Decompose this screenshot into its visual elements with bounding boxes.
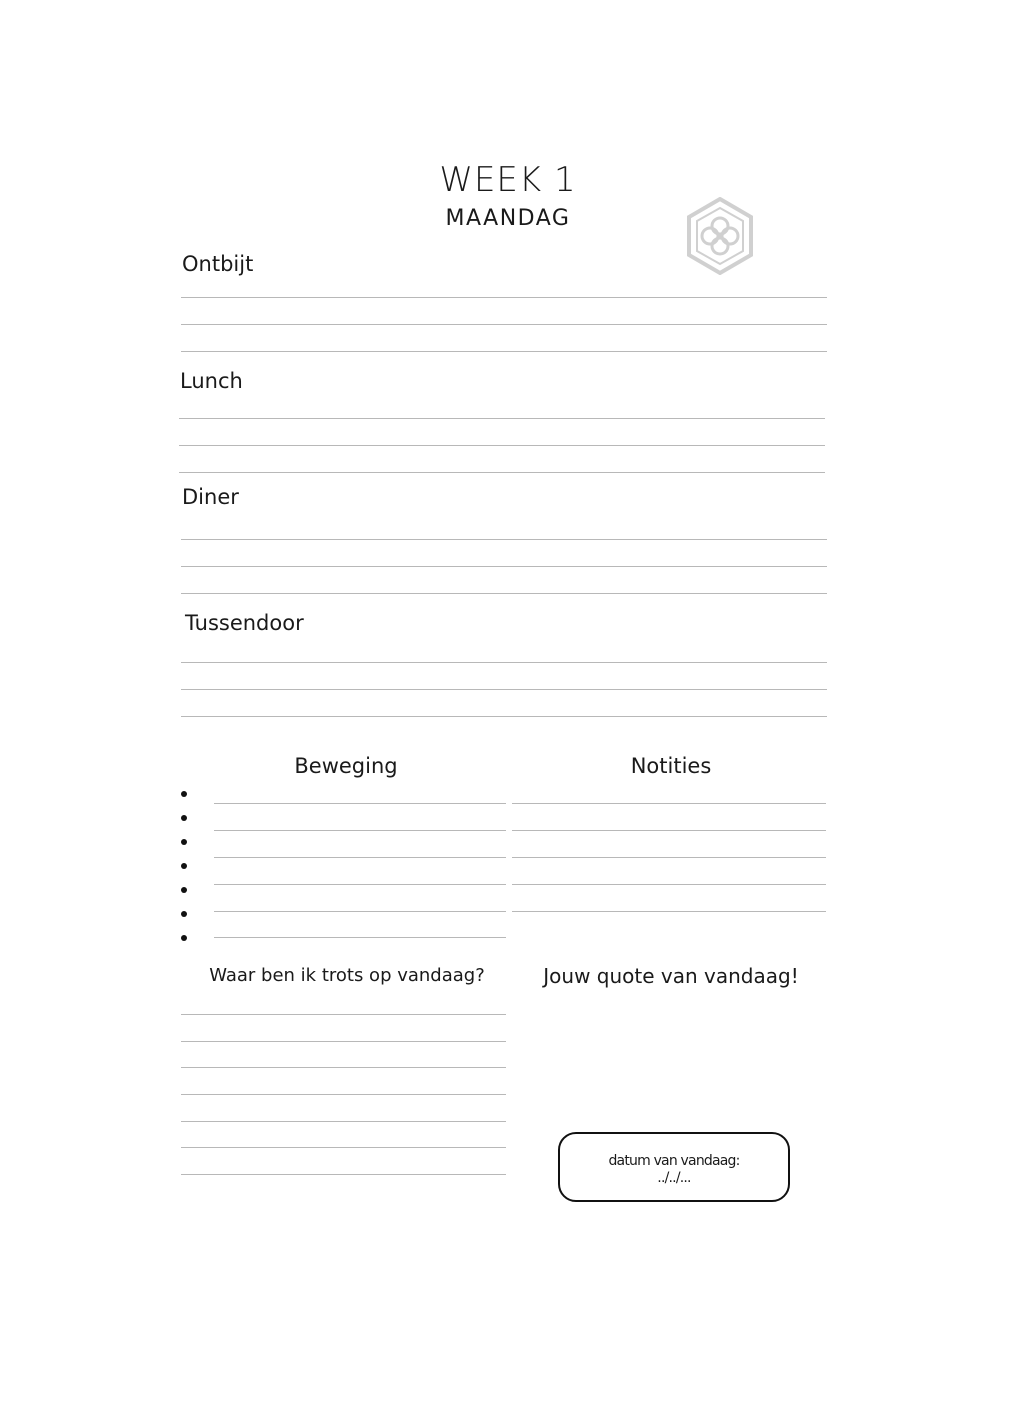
write-line[interactable] — [181, 297, 827, 298]
trots-line[interactable] — [181, 1041, 506, 1042]
trots-line[interactable] — [181, 1014, 506, 1015]
bullet-point — [181, 887, 187, 893]
trots-line[interactable] — [181, 1147, 506, 1148]
trots-line[interactable] — [181, 1121, 506, 1122]
bullet-point — [181, 935, 187, 941]
write-line[interactable] — [181, 351, 827, 352]
write-line[interactable] — [179, 418, 825, 419]
beweging-line[interactable] — [214, 911, 506, 912]
bullet-point — [181, 839, 187, 845]
trots-line[interactable] — [181, 1174, 506, 1175]
date-box[interactable] — [558, 1132, 790, 1202]
notities-line[interactable] — [512, 830, 826, 831]
write-line[interactable] — [181, 662, 827, 663]
write-line[interactable] — [181, 716, 827, 717]
trots-line[interactable] — [181, 1094, 506, 1095]
notities-line[interactable] — [512, 857, 826, 858]
notities-line[interactable] — [512, 884, 826, 885]
meal-label-diner: Diner — [182, 485, 239, 509]
date-placeholder: ../../... — [657, 1170, 691, 1186]
trots-heading: Waar ben ik trots op vandaag? — [209, 965, 485, 986]
write-line[interactable] — [179, 472, 825, 473]
beweging-line[interactable] — [214, 803, 506, 804]
quote-heading: Jouw quote van vandaag! — [543, 964, 799, 988]
bullet-point — [181, 791, 187, 797]
day-title: MAANDAG — [445, 206, 571, 231]
meal-label-ontbijt: Ontbijt — [182, 252, 254, 276]
meal-label-tussendoor: Tussendoor — [185, 611, 304, 635]
hexagon-flower-logo-icon — [686, 197, 754, 275]
notities-line[interactable] — [512, 803, 826, 804]
trots-line[interactable] — [181, 1067, 506, 1068]
notities-line[interactable] — [512, 911, 826, 912]
write-line[interactable] — [181, 566, 827, 567]
notities-heading: Notities — [630, 754, 712, 778]
beweging-line[interactable] — [214, 830, 506, 831]
bullet-point — [181, 911, 187, 917]
bullet-point — [181, 815, 187, 821]
page-title: WEEK 1 — [439, 160, 577, 200]
beweging-line[interactable] — [214, 937, 506, 938]
write-line[interactable] — [181, 593, 827, 594]
write-line[interactable] — [181, 689, 827, 690]
beweging-line[interactable] — [214, 857, 506, 858]
write-line[interactable] — [181, 539, 827, 540]
meal-label-lunch: Lunch — [180, 369, 243, 393]
write-line[interactable] — [181, 324, 827, 325]
beweging-line[interactable] — [214, 884, 506, 885]
bullet-point — [181, 863, 187, 869]
date-label: datum van vandaag: — [608, 1153, 740, 1169]
beweging-heading: Beweging — [294, 754, 398, 778]
write-line[interactable] — [179, 445, 825, 446]
